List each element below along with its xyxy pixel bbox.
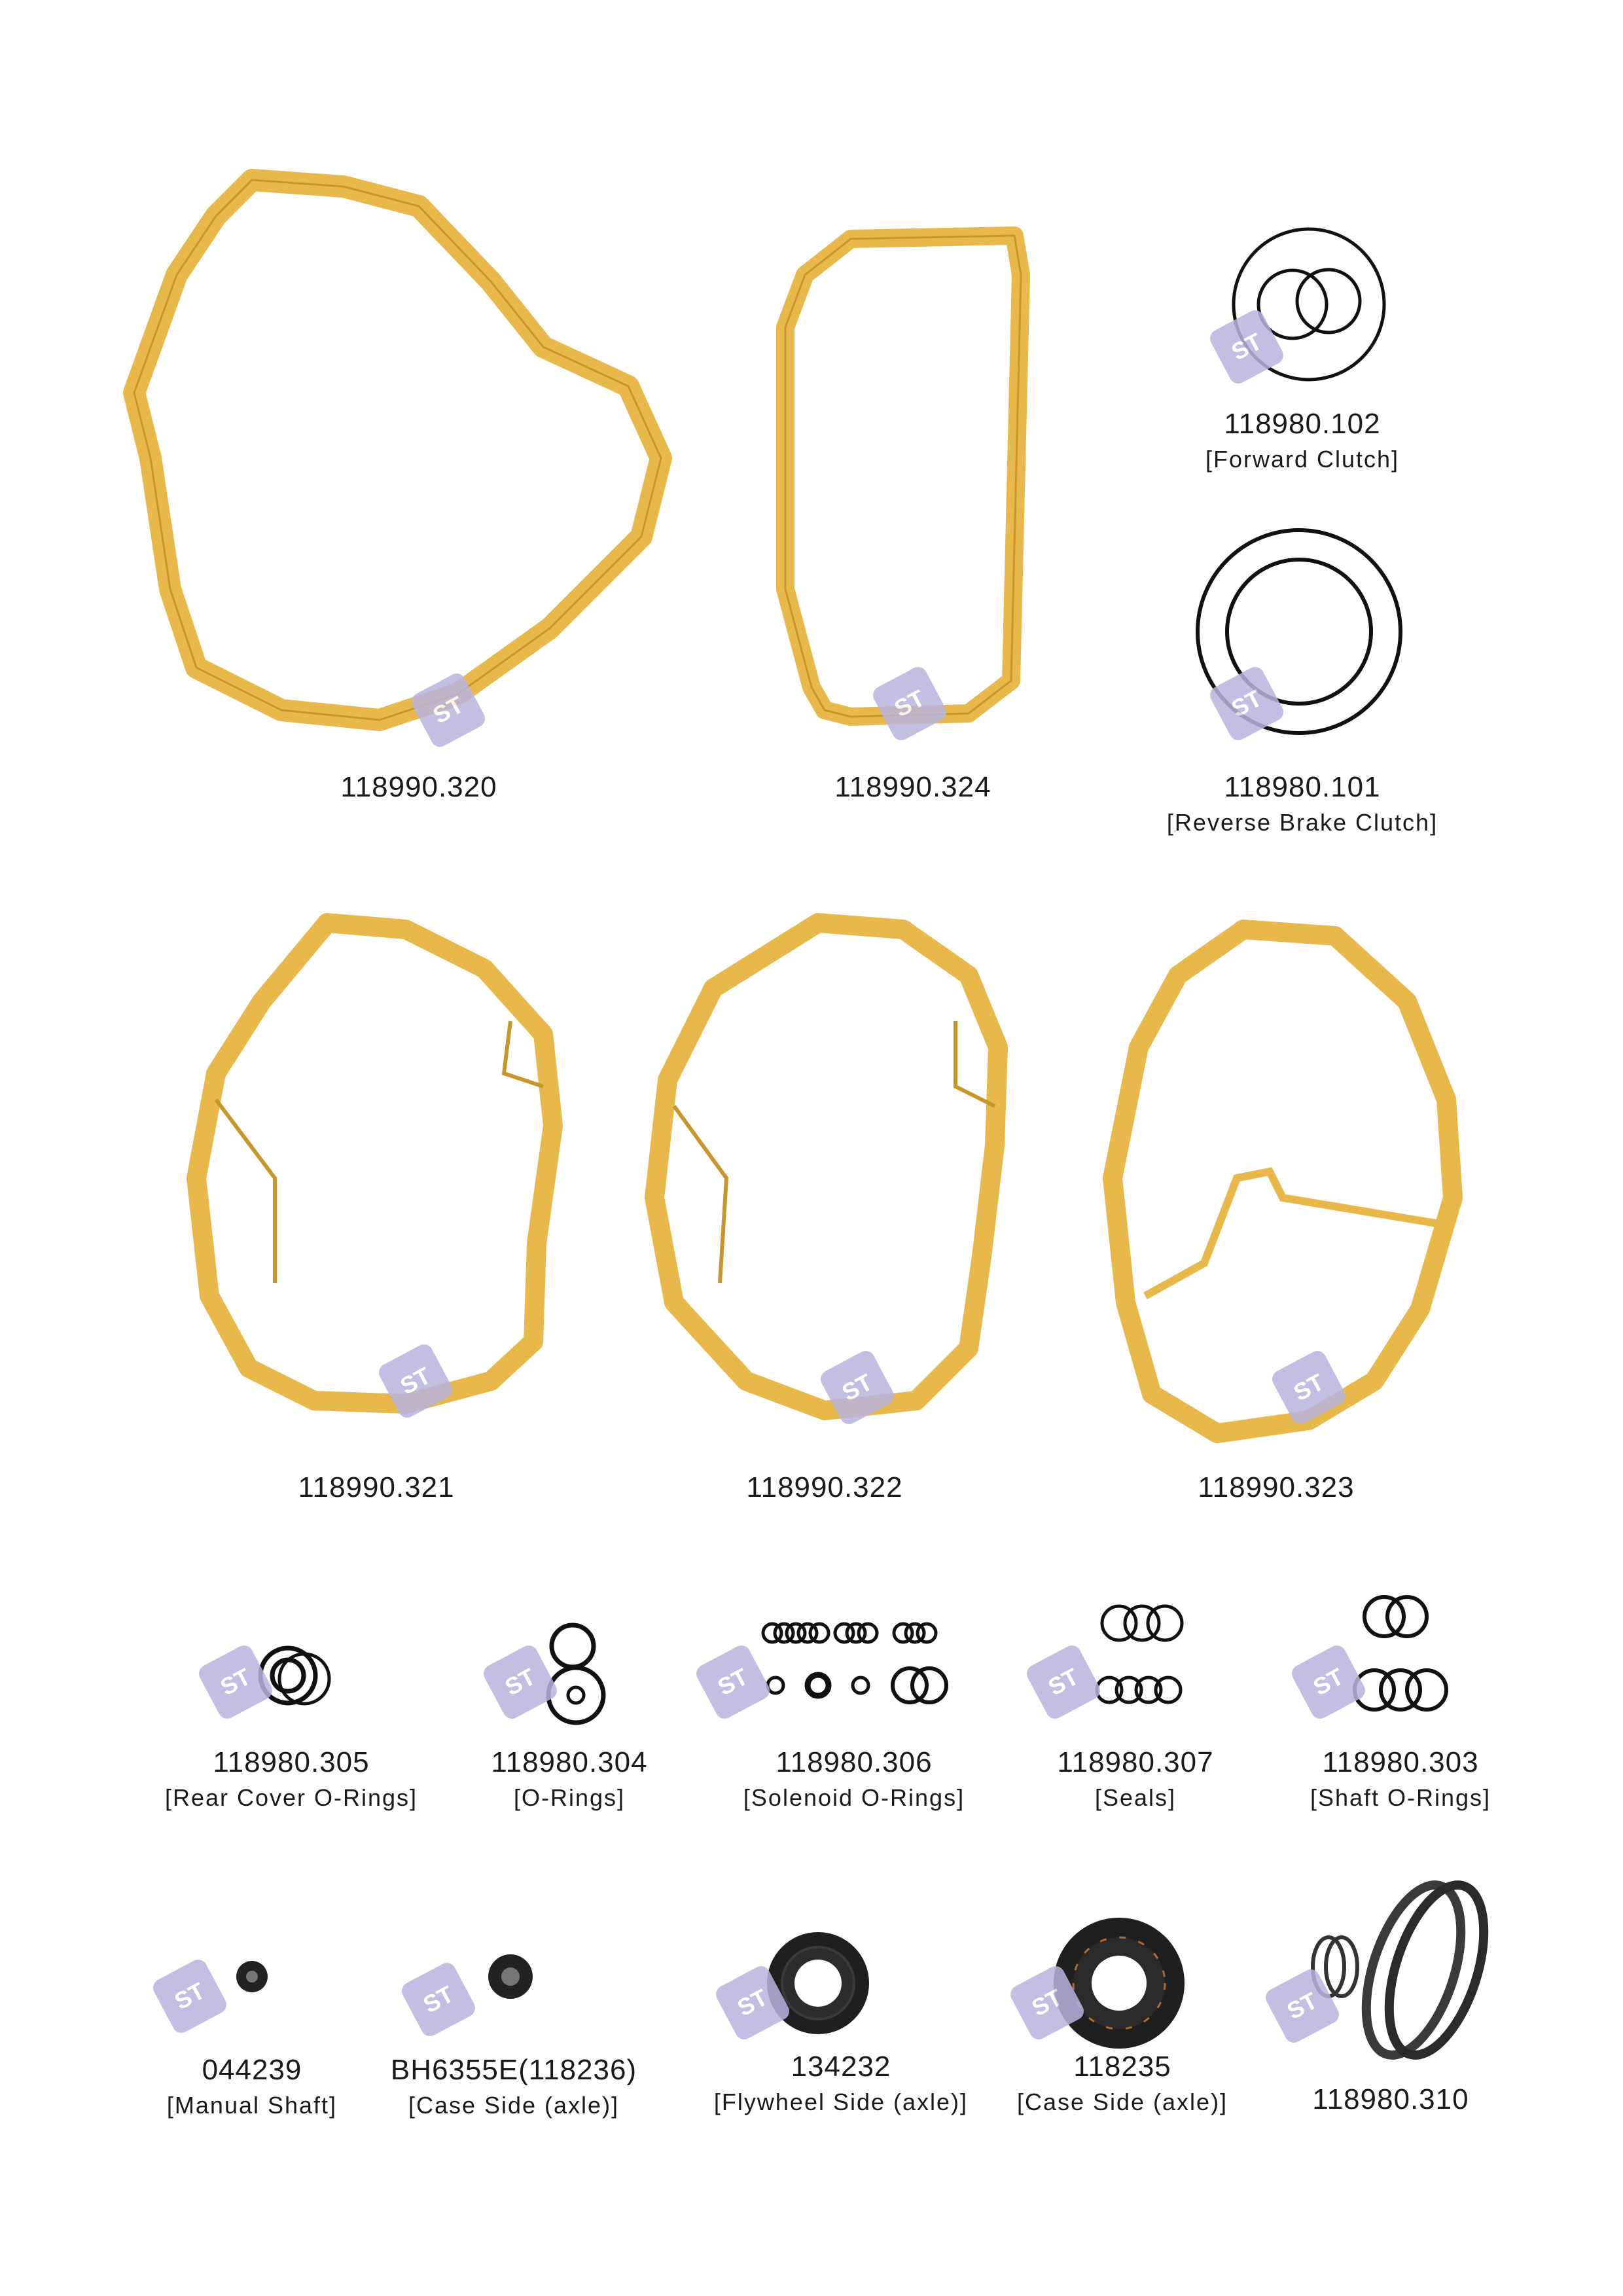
brand-logo: ST	[1007, 1963, 1087, 2043]
part-number: 118980.307	[1057, 1746, 1214, 1778]
part-number: 118980.305	[213, 1746, 370, 1778]
part-number: 044239	[202, 2054, 302, 2086]
brand-logo: ST	[713, 1963, 793, 2043]
brand-logo: ST	[480, 1642, 560, 1722]
part-description: [Case Side (axle)]	[408, 2092, 620, 2119]
part-number: 118980.304	[491, 1746, 648, 1778]
part-description: [Forward Clutch]	[1205, 446, 1400, 473]
brand-logo: ST	[408, 670, 488, 750]
part-description: [Manual Shaft]	[166, 2092, 338, 2119]
part-number: 118990.320	[340, 771, 497, 803]
part-number: 118235	[1073, 2051, 1171, 2083]
brand-logo: ST	[1269, 1348, 1349, 1427]
part-number: 118980.101	[1224, 771, 1381, 803]
part-number: 118980.310	[1312, 2083, 1469, 2115]
brand-logo: ST	[1262, 1966, 1342, 2046]
brand-logo: ST	[376, 1341, 455, 1421]
part-number: 118990.322	[746, 1471, 903, 1503]
caption-118980-310	[1096, 2081, 1623, 2118]
part-number: BH6355E(118236)	[390, 2054, 637, 2086]
brand-logo: ST	[150, 1956, 230, 2036]
part-description: [Rear Cover O-Rings]	[164, 1784, 418, 1811]
brand-logo: ST	[1207, 664, 1287, 744]
part-description: [Shaft O-Rings]	[1310, 1784, 1491, 1811]
part-description: [Seals]	[1094, 1784, 1177, 1811]
part-description: [Case Side (axle)]	[1016, 2089, 1228, 2115]
brand-logo: ST	[870, 664, 950, 744]
part-number: 134232	[791, 2051, 891, 2083]
part-description: [O-Rings]	[513, 1784, 626, 1811]
part-number: 118990.324	[834, 771, 991, 803]
part-number: 118980.306	[776, 1746, 933, 1778]
brand-logo: ST	[693, 1642, 773, 1722]
part-description: [Solenoid O-Rings]	[743, 1784, 965, 1811]
brand-logo: ST	[196, 1642, 276, 1722]
part-number: 118980.102	[1224, 408, 1381, 440]
part-description: [Flywheel Side (axle)]	[713, 2089, 969, 2115]
brand-logo: ST	[817, 1348, 897, 1427]
part-number: 118990.323	[1198, 1471, 1355, 1503]
brand-logo: ST	[1024, 1642, 1103, 1722]
part-number: 118980.303	[1322, 1746, 1479, 1778]
brand-logo: ST	[1207, 307, 1287, 387]
brand-logo: ST	[1289, 1642, 1368, 1722]
brand-logo: ST	[399, 1960, 478, 2039]
part-description: [Reverse Brake Clutch]	[1166, 809, 1438, 836]
part-number: 118990.321	[298, 1471, 455, 1503]
